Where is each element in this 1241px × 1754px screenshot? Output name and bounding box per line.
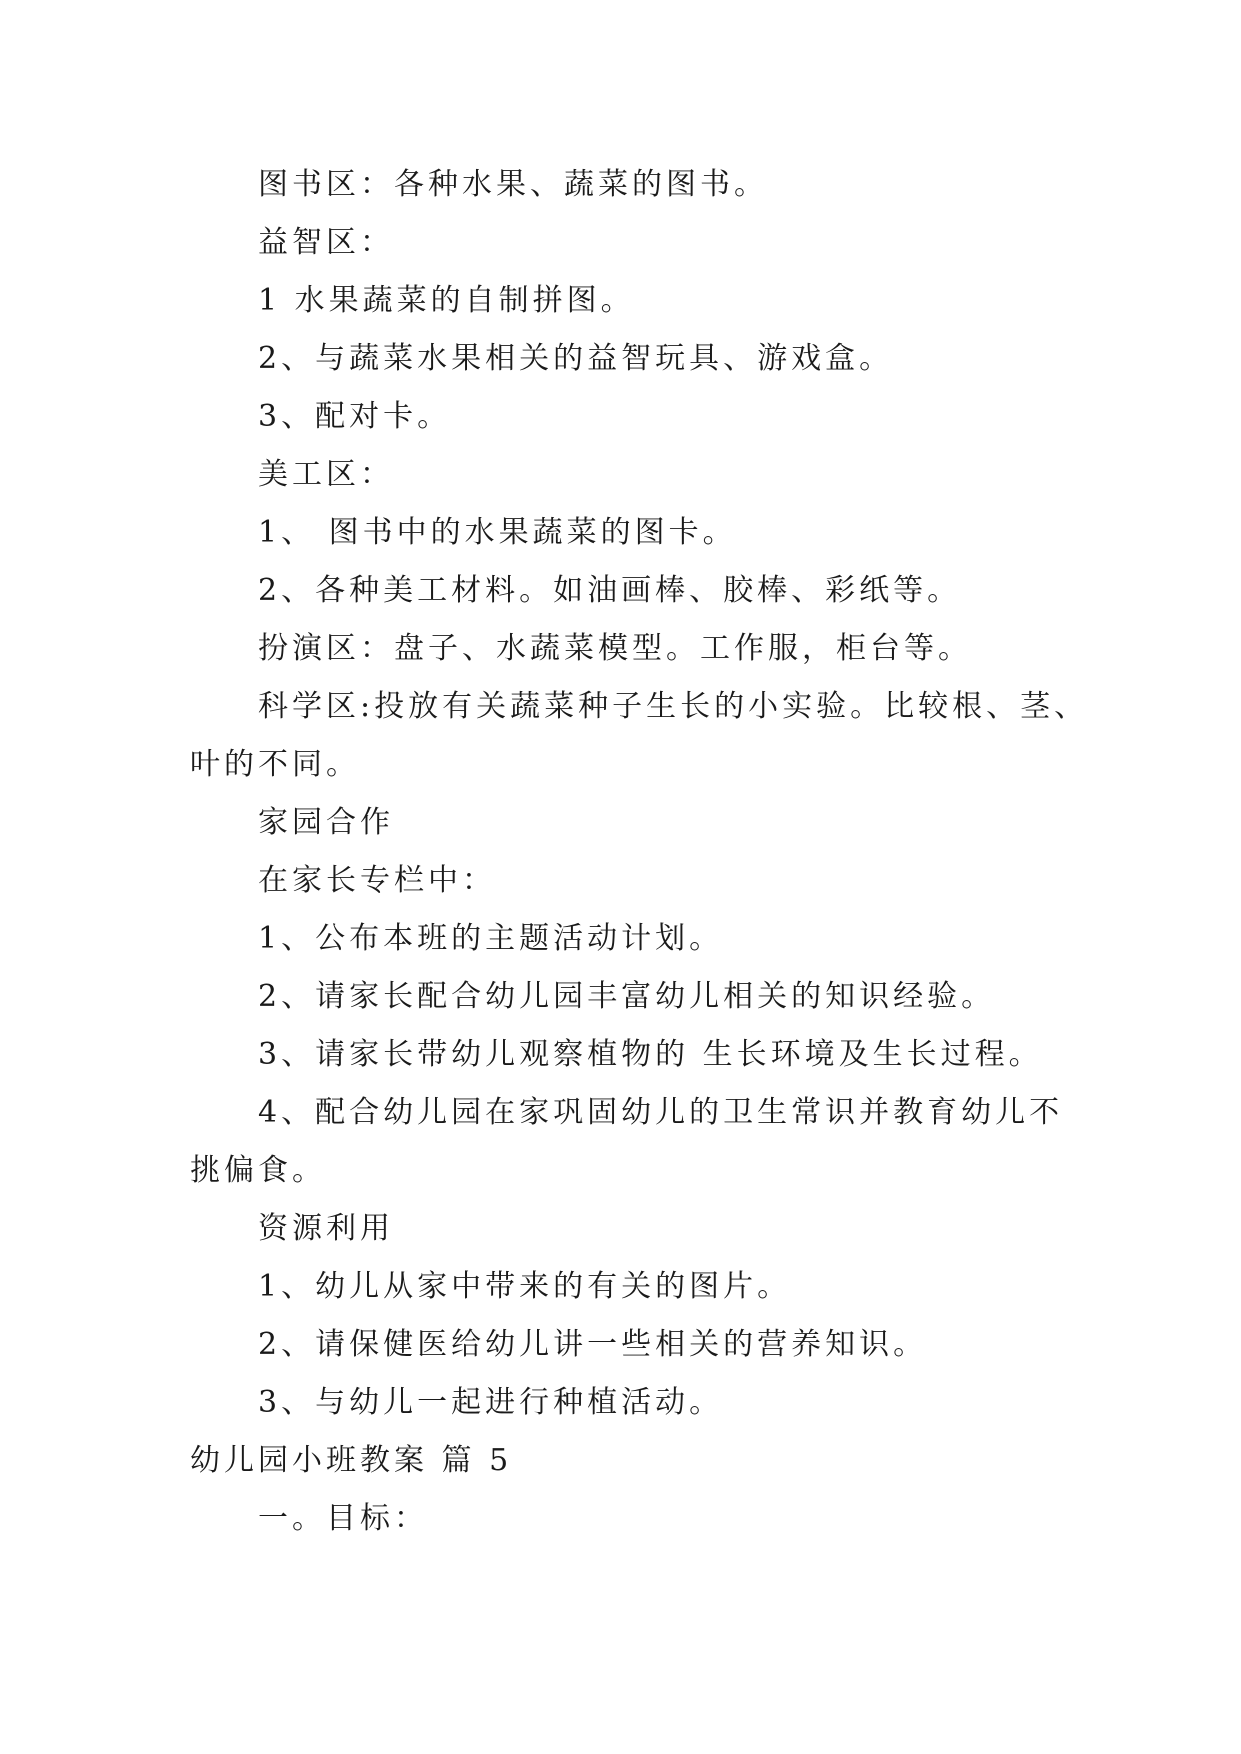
- paragraph-resource-item-3: 3、与幼儿一起进行种植活动。: [258, 1385, 724, 1420]
- paragraph-resource-item-2: 2、请保健医给幼儿讲一些相关的营养知识。: [258, 1327, 928, 1362]
- document-section-title: 幼儿园小班教案 篇 5: [190, 1443, 513, 1478]
- paragraph-goals-heading: 一。目标：: [258, 1501, 428, 1536]
- paragraph-science-area-continued: 叶的不同。: [190, 747, 360, 782]
- section-heading-home-cooperation: 家园合作: [258, 805, 394, 840]
- paragraph-cooperation-item-2: 2、请家长配合幼儿园丰富幼儿相关的知识经验。: [258, 979, 996, 1014]
- paragraph-resource-item-1: 1、幼儿从家中带来的有关的图片。: [258, 1269, 792, 1304]
- paragraph-art-item-1: 1、 图书中的水果蔬菜的图卡。: [258, 515, 737, 550]
- paragraph-art-area-heading: 美工区：: [258, 457, 394, 492]
- paragraph-puzzle-item-2: 2、与蔬菜水果相关的益智玩具、游戏盒。: [258, 341, 894, 376]
- paragraph-role-play-area: 扮演区：盘子、水蔬菜模型。工作服，柜台等。: [258, 631, 972, 666]
- paragraph-puzzle-item-3: 3、配对卡。: [258, 399, 452, 434]
- section-heading-resource-use: 资源利用: [258, 1211, 394, 1246]
- paragraph-cooperation-item-3: 3、请家长带幼儿观察植物的 生长环境及生长过程。: [258, 1037, 1043, 1072]
- paragraph-science-area: 科学区:投放有关蔬菜种子生长的小实验。比较根、茎、: [258, 689, 1089, 724]
- paragraph-book-area: 图书区：各种水果、蔬菜的图书。: [258, 167, 768, 202]
- paragraph-art-item-2: 2、各种美工材料。如油画棒、胶棒、彩纸等。: [258, 573, 962, 608]
- paragraph-parent-column: 在家长专栏中：: [258, 863, 496, 898]
- paragraph-puzzle-area-heading: 益智区：: [258, 225, 394, 260]
- paragraph-cooperation-item-1: 1、公布本班的主题活动计划。: [258, 921, 724, 956]
- paragraph-puzzle-item-1: 1 水果蔬菜的自制拼图。: [258, 283, 635, 318]
- paragraph-cooperation-item-4: 4、配合幼儿园在家巩固幼儿的卫生常识并教育幼儿不: [258, 1095, 1064, 1130]
- paragraph-cooperation-item-4-continued: 挑偏食。: [190, 1153, 326, 1188]
